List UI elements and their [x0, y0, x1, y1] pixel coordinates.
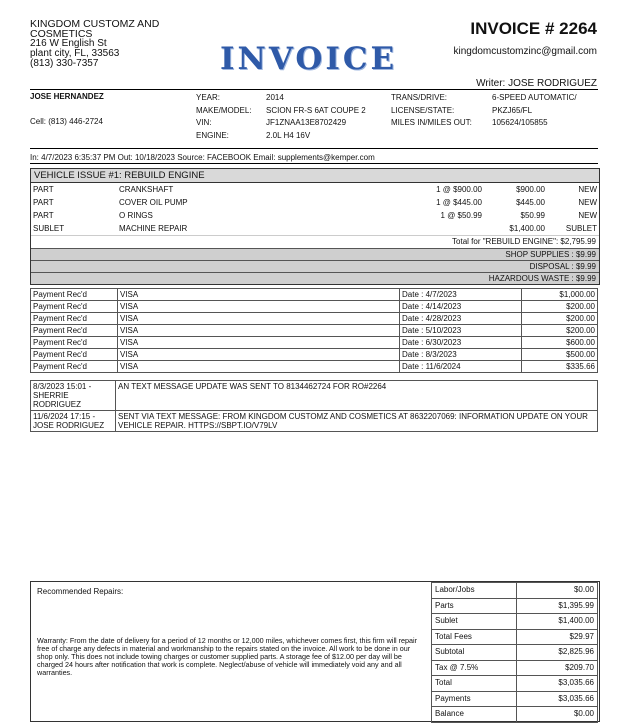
summary-label: Payments — [432, 691, 517, 707]
summary-row — [432, 676, 598, 692]
summary-row — [432, 629, 598, 645]
payment-row — [31, 349, 598, 361]
line-quantity — [364, 222, 482, 235]
issue-line — [31, 196, 599, 209]
shop-supplies: SHOP SUPPLIES : $9.99 — [31, 248, 599, 260]
engine-value: 2.0L H4 16V — [266, 130, 311, 140]
vehicle-info-2 — [391, 92, 577, 130]
make-label: MAKE/MODEL: — [196, 105, 252, 115]
payment-amount: $200.00 — [522, 301, 598, 313]
summary-value: $2,825.96 — [517, 645, 598, 661]
payment-label: Payment Rec'd — [31, 289, 118, 301]
line-description: MACHINE REPAIR — [119, 224, 188, 233]
issue-lines — [31, 183, 599, 235]
company-name-line2: COSMETICS — [30, 28, 93, 40]
warranty-text: Warranty: From the date of delivery for a period of 12 months or 12,000 miles, whichever comes first, this firm will repair free of charge any defects in material and workmanship to the repairs stated on the invoice. All work to be done in our shop only. This does not include towing charges or customer supplied parts. A storage fee of $12.00 per day will be charged 24 hours after notification that work is complete. Neglect/abuse of vehicle will immediately void any and all warranties. — [37, 636, 418, 677]
company-address1: 216 W English St — [30, 38, 107, 49]
payment-amount: $500.00 — [522, 349, 598, 361]
disposal-fee: DISPOSAL : $9.99 — [31, 260, 599, 272]
dates-divider — [30, 163, 598, 164]
line-status: NEW — [578, 198, 597, 207]
payments-table — [30, 288, 598, 373]
year-label: YEAR: — [196, 93, 221, 102]
payment-row — [31, 313, 598, 325]
line-status: NEW — [578, 185, 597, 194]
vin-value: JF1ZNAA13E8702429 — [266, 118, 347, 127]
license-label: LICENSE/STATE: — [391, 105, 455, 115]
payment-label: Payment Rec'd — [31, 361, 118, 373]
payment-label: Payment Rec'd — [31, 337, 118, 349]
summary-label: Parts — [432, 598, 517, 614]
company-info — [30, 19, 180, 69]
summary-row — [432, 691, 598, 707]
payment-date: Date : 6/30/2023 — [400, 337, 522, 349]
summary-label: Tax @ 7.5% — [432, 660, 517, 676]
payment-amount: $600.00 — [522, 337, 598, 349]
payment-amount: $335.66 — [522, 361, 598, 373]
summary-label: Total Fees — [432, 629, 517, 645]
vehicle-issue-title: VEHICLE ISSUE #1: REBUILD ENGINE — [31, 169, 599, 183]
summary-value: $209.70 — [517, 660, 598, 676]
company-name-line1: KINGDOM CUSTOMZ AND — [30, 18, 160, 30]
line-amount: $50.99 — [520, 211, 545, 220]
payment-date: Date : 8/3/2023 — [400, 349, 522, 361]
issue-line — [31, 209, 599, 222]
note-author-time: 8/3/2023 15:01 - SHERRIE RODRIGUEZ — [31, 381, 116, 411]
year-value: 2014 — [266, 93, 284, 102]
invoice-number: INVOICE # 2264 — [470, 19, 597, 38]
summary-value: $0.00 — [517, 707, 598, 723]
payment-label: Payment Rec'd — [31, 349, 118, 361]
summary-row — [432, 645, 598, 661]
customer-name: JOSE HERNANDEZ — [30, 92, 104, 101]
license-value: PKZJ65/FL — [492, 105, 533, 115]
summary-row — [432, 614, 598, 630]
summary-value: $1,400.00 — [517, 614, 598, 630]
company-phone: (813) 330-7357 — [30, 58, 99, 69]
line-description: COVER OIL PUMP — [119, 198, 188, 207]
issue-line — [31, 183, 599, 196]
payment-method: VISA — [118, 349, 400, 361]
payment-date: Date : 11/6/2024 — [400, 361, 522, 373]
summary-row — [432, 660, 598, 676]
line-quantity: 1 @ $900.00 — [436, 185, 482, 194]
make-value: SCION FR-S 6AT COUPE 2 — [266, 105, 366, 115]
payment-date: Date : 5/10/2023 — [400, 325, 522, 337]
payment-row — [31, 361, 598, 373]
dates-line: In: 4/7/2023 6:35:37 PM Out: 10/18/2023 Source: FACEBOOK Email: supplements@kemper.com — [30, 153, 375, 162]
summary-row — [432, 583, 598, 599]
company-address2: plant city, FL, 33563 — [30, 48, 120, 59]
summary-table — [431, 582, 598, 723]
line-status: NEW — [578, 211, 597, 220]
line-description: CRANKSHAFT — [119, 185, 174, 194]
summary-row — [432, 598, 598, 614]
summary-label: Labor/Jobs — [432, 583, 517, 599]
summary-label: Balance — [432, 707, 517, 723]
header-divider — [30, 89, 598, 90]
customer-cell: Cell: (813) 446-2724 — [30, 117, 103, 126]
summary-value: $0.00 — [517, 583, 598, 599]
payment-method: VISA — [118, 325, 400, 337]
note-text: SENT VIA TEXT MESSAGE: FROM KINGDOM CUSTOMZ AND COSMETICS AT 8632207069: INFORMATION UPDATE ON YOUR VEHICLE REPAIR. HTTPS://SBPT.IO/V79LV — [116, 411, 598, 432]
payment-date: Date : 4/7/2023 — [400, 289, 522, 301]
hazardous-waste-fee: HAZARDOUS WASTE : $9.99 — [31, 272, 599, 284]
payment-label: Payment Rec'd — [31, 313, 118, 325]
payment-method: VISA — [118, 301, 400, 313]
line-amount: $1,400.00 — [509, 224, 545, 233]
payment-amount: $200.00 — [522, 313, 598, 325]
note-text: AN TEXT MESSAGE UPDATE WAS SENT TO 8134462724 FOR RO#2264 — [116, 381, 598, 411]
engine-label: ENGINE: — [196, 130, 229, 140]
writer-name: Writer: JOSE RODRIGUEZ — [476, 78, 597, 89]
summary-label: Sublet — [432, 614, 517, 630]
company-email: kingdomcustomzinc@gmail.com — [453, 46, 597, 57]
issue-line — [31, 222, 599, 235]
line-amount: $445.00 — [516, 198, 545, 207]
payment-label: Payment Rec'd — [31, 325, 118, 337]
invoice-logo: INVOICE — [220, 41, 398, 77]
payment-row — [31, 337, 598, 349]
payment-method: VISA — [118, 313, 400, 325]
payment-date: Date : 4/28/2023 — [400, 313, 522, 325]
line-quantity: 1 @ $50.99 — [440, 211, 482, 220]
vehicle-info — [196, 92, 366, 142]
miles-label: MILES IN/MILES OUT: — [391, 118, 472, 127]
note-author-time: 11/6/2024 17:15 - JOSE RODRIGUEZ — [31, 411, 116, 432]
notes-table — [30, 380, 598, 432]
line-type: PART — [33, 198, 54, 207]
issue-total: Total for "REBUILD ENGINE": $2,795.99 — [31, 235, 599, 248]
payment-date: Date : 4/14/2023 — [400, 301, 522, 313]
line-type: PART — [33, 185, 54, 194]
summary-value: $29.97 — [517, 629, 598, 645]
payment-row — [31, 325, 598, 337]
payment-label: Payment Rec'd — [31, 301, 118, 313]
summary-value: $1,395.99 — [517, 598, 598, 614]
payment-row — [31, 289, 598, 301]
note-row — [31, 381, 598, 411]
payment-amount: $200.00 — [522, 325, 598, 337]
payment-amount: $1,000.00 — [522, 289, 598, 301]
line-description: O RINGS — [119, 211, 153, 220]
summary-label: Total — [432, 676, 517, 692]
line-type: SUBLET — [33, 224, 65, 233]
payment-method: VISA — [118, 289, 400, 301]
line-amount: $900.00 — [516, 185, 545, 194]
trans-label: TRANS/DRIVE: — [391, 93, 448, 102]
summary-value: $3,035.66 — [517, 691, 598, 707]
trans-value: 6-SPEED AUTOMATIC/ — [492, 93, 577, 102]
line-type: PART — [33, 211, 54, 220]
vehicle-issue-section — [30, 168, 600, 285]
payment-method: VISA — [118, 337, 400, 349]
miles-value: 105624/105855 — [492, 118, 548, 127]
note-row — [31, 411, 598, 432]
summary-value: $3,035.66 — [517, 676, 598, 692]
payment-row — [31, 301, 598, 313]
vehicle-divider — [30, 148, 598, 149]
summary-label: Subtotal — [432, 645, 517, 661]
vin-label: VIN: — [196, 118, 212, 127]
recommended-repairs-label: Recommended Repairs: — [37, 587, 124, 596]
line-status: SUBLET — [565, 224, 597, 233]
payment-method: VISA — [118, 361, 400, 373]
line-quantity: 1 @ $445.00 — [436, 198, 482, 207]
